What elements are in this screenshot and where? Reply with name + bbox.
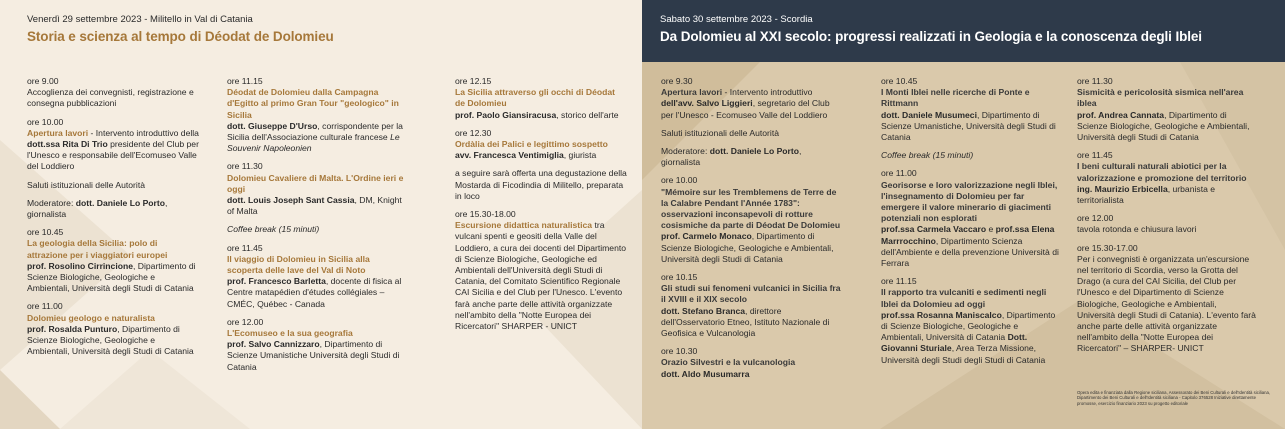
session-title: L'Ecomuseo e la sua geografia xyxy=(227,328,353,339)
speaker-name: prof. Andrea Cannata xyxy=(1077,109,1165,120)
funding-footnote: Opera edita e finanziata dalla Regione siciliana, Assessorato dei Beni Culturali e dell'Identità siciliana, Dipartimento dei Beni Culturali e dell'Identità siciliana - Capitolo 376528 Iniziative direttamente promosse, esercizio finanziario 2023 su progetto editoriale xyxy=(1077,390,1271,406)
speaker-affiliation: , Dipartimento Scienza dell'Ambiente e della prevenzione Università di Ferrara xyxy=(881,235,1059,269)
program-item xyxy=(227,76,407,154)
session-time: ore 11.15 xyxy=(227,76,263,86)
session-title: Dolomieu geologo e naturalista xyxy=(27,312,155,323)
program-item xyxy=(27,301,199,357)
session-body xyxy=(1077,224,1257,235)
speaker-name: prof.ssa Carmela Vaccaro xyxy=(881,224,987,235)
session-title: I Monti Iblei nelle ricerche di Ponte e Rittmann xyxy=(881,87,1030,109)
program-item xyxy=(881,168,1059,269)
right-column-3 xyxy=(1077,76,1257,362)
program-item xyxy=(881,76,1059,143)
speaker-name: dott. Daniele Lo Porto xyxy=(75,197,166,208)
session-text: tavola rotonda e chiusura lavori xyxy=(1077,224,1197,235)
session-time: ore 10.00 xyxy=(661,175,698,186)
program-item xyxy=(227,161,407,217)
program-item xyxy=(1077,213,1257,235)
session-body xyxy=(661,231,841,265)
speaker-name: dott. Daniele Musumeci xyxy=(881,109,977,120)
italic-note: Coffee break (15 minuti) xyxy=(227,224,320,235)
session-body xyxy=(227,121,407,155)
session-time: ore 11.30 xyxy=(227,161,263,172)
program-item xyxy=(1077,76,1257,143)
speaker-affiliation: , Dipartimento di Scienze Biologiche, Geologiche e Ambientali, Università degli Studi di Catania xyxy=(661,231,834,264)
session-text: Accoglienza dei convegnisti, registrazione e consegna pubblicazioni xyxy=(27,87,194,109)
session-body xyxy=(455,150,627,161)
session-time: ore 11.15 xyxy=(881,276,917,287)
session-time: ore 10.30 xyxy=(661,346,698,357)
session-body xyxy=(227,224,407,235)
session-time: ore 9.30 xyxy=(661,76,693,86)
session-time: ore 11.30 xyxy=(1077,76,1113,86)
speaker-name: dott.ssa Rita Di Trio xyxy=(27,139,108,150)
speaker-affiliation: , segretario del Club per l'Unesco - Ecomuseo Valle del Loddiero xyxy=(661,98,830,120)
program-item xyxy=(881,150,1059,161)
session-body xyxy=(227,339,407,373)
session-body xyxy=(455,168,627,202)
program-item xyxy=(661,272,841,339)
speaker-name: ing. Maurizio Erbicella xyxy=(1077,183,1168,194)
italic-note: Coffee break (15 minuti) xyxy=(881,150,974,161)
speaker-affiliation: , storico dell'arte xyxy=(556,109,619,120)
program-item xyxy=(1077,243,1257,355)
speaker-name: dott. Louis Joseph Sant Cassia xyxy=(227,195,355,206)
speaker-affiliation: , docente di fisica al Centre matapédien d'études collégiales – CMÉC, Québec - Canada xyxy=(227,276,402,309)
left-header xyxy=(27,14,334,46)
program-item xyxy=(661,146,841,168)
speaker-affiliation: , giornalista xyxy=(661,146,802,168)
session-body xyxy=(881,224,1059,269)
program-item xyxy=(227,243,407,310)
session-time: ore 12.15 xyxy=(455,76,492,86)
program-item xyxy=(661,76,841,121)
speaker-name: prof. Rosolino Cirrincione xyxy=(27,260,133,271)
session-time: ore 11.00 xyxy=(881,168,917,179)
session-title: La Sicilia attraverso gli occhi di Déodat de Dolomieu xyxy=(455,87,615,109)
session-body xyxy=(1077,184,1257,206)
speaker-affiliation: , DM, Knight of Malta xyxy=(227,195,402,217)
program-item xyxy=(881,276,1059,366)
right-header xyxy=(660,14,1202,46)
session-text: Moderatore: xyxy=(27,197,76,208)
right-date: Sabato 30 settembre 2023 - Scordia xyxy=(660,14,813,25)
session-time: ore 11.45 xyxy=(1077,150,1113,161)
program-item xyxy=(455,76,627,121)
session-text: Saluti istituzionali delle Autorità xyxy=(661,127,779,138)
speaker-name: avv. Francesca Ventimiglia xyxy=(455,150,564,161)
speaker-name: prof.ssa Elena Marrrocchino xyxy=(881,224,1055,246)
speaker-name: prof. Carmelo Monaco xyxy=(661,231,752,242)
session-body xyxy=(881,150,1059,161)
session-title: Il rapporto tra vulcaniti e sedimenti negli Iblei da Dolomieu ad oggi xyxy=(881,287,1047,309)
program-item xyxy=(661,175,841,265)
speaker-affiliation: , Dipartimento di Scienze Biologiche, Geologiche e Ambientali, Università degli Studi di Catania xyxy=(27,323,194,357)
speaker-name: Dott. Giovanni Sturiale xyxy=(881,332,1028,354)
speaker-name: prof. Francesco Barletta xyxy=(227,276,326,287)
session-text: - Intervento introduttivo xyxy=(722,87,813,98)
session-body xyxy=(1077,110,1257,144)
left-column-1 xyxy=(27,76,199,364)
session-body xyxy=(1077,254,1257,355)
session-text: Saluti istituzionali delle Autorità xyxy=(27,179,145,190)
session-body xyxy=(455,220,627,332)
program-item xyxy=(455,168,627,202)
session-text: a seguire sarà offerta una degustazione della Mostarda di Ficodindia di Militello, preparata in loco xyxy=(455,168,627,201)
speaker-name: prof. Salvo Cannizzaro xyxy=(227,339,320,350)
session-time: ore 15.30-17.00 xyxy=(1077,242,1138,253)
program-item xyxy=(1077,150,1257,206)
speaker-affiliation: , Area Terza Missione, Università degli Studi degli Studi di Catania xyxy=(881,343,1046,365)
session-title: "Mémoire sur les Tremblemens de Terre de la Calabre Pendant l'Année 1783": osservazioni inconsapevoli di rotture cosismiche da parte di Déodat De Dolomieu xyxy=(661,186,841,231)
speaker-affiliation: , Dipartimento di Scienze Biologiche, Geologiche e Ambientali, Università degli Studi di Catania xyxy=(27,260,196,294)
session-time: ore 12.00 xyxy=(1077,213,1114,224)
program-item xyxy=(227,224,407,235)
session-title: I beni culturali naturali abiotici per la valorizzazione e promozione del territorio xyxy=(1077,161,1247,183)
program-item xyxy=(27,117,199,173)
session-body xyxy=(881,110,1059,144)
session-title: Gli studi sui fenomeni vulcanici in Sicilia fra il XVIII e il XIX secolo xyxy=(661,283,841,305)
session-text: Moderatore: xyxy=(661,146,710,157)
italic-note: Le Souvenir Napoleonien xyxy=(227,132,400,154)
session-time: ore 9.00 xyxy=(27,76,59,86)
speaker-name: prof. Rosalda Punturo xyxy=(27,323,118,334)
speaker-affiliation: presidente del Club per l'Unesco e responsabile dell'Ecomuseo Valle del Loddiero xyxy=(27,139,199,172)
session-body xyxy=(661,369,841,380)
session-body xyxy=(661,146,841,168)
left-column-3 xyxy=(455,76,627,339)
program-item xyxy=(27,180,199,191)
session-body xyxy=(27,180,199,191)
session-time: ore 10.00 xyxy=(27,116,64,127)
session-text: tra vulcani spenti e geositi della Valle del Loddiero, a cura dei docenti del Dipartimento di Scienze Biologiche, Geologiche ed Ambientali dell'Università degli Studi di Catania, del Comitato Scientifico Regionale CAI Sicilia e del Club per l'Unesco. L'evento farà anche parte delle attività organizzate nell'ambito della "Notte Europea dei Ricercatori" SHARPER - UNICT xyxy=(455,220,627,332)
right-title: Da Dolomieu al XXI secolo: progressi realizzati in Geologia e la conoscenza degli Iblei xyxy=(660,29,1202,44)
speaker-name: dott. Aldo Musumarra xyxy=(661,368,750,379)
speaker-affiliation: , direttore dell'Osservatorio Etneo, Istituto Nazionale di Geofisica e Vulcanologia xyxy=(661,305,830,339)
program-item xyxy=(227,317,407,373)
speaker-name: prof.ssa Rosanna Maniscalco xyxy=(881,309,1002,320)
session-title: Orazio Silvestri e la vulcanologia xyxy=(661,357,796,368)
session-time: ore 10.45 xyxy=(881,76,918,86)
session-body xyxy=(455,110,627,121)
speaker-affiliation: , Dipartimento di Scienze Umanistiche Università degli Studi di Catania xyxy=(227,339,400,372)
speaker-name: dott. Daniele Lo Porto xyxy=(709,146,800,157)
left-date: Venerdì 29 settembre 2023 - Militello in Val di Catania xyxy=(27,14,253,25)
session-text: Per i convegnisti è organizzata un'escursione nel territorio di Scordia, verso la Grotta del Drago (a cura del CAI Sicilia, del Club per l'Unesco e del Dipartimento di Scienze Biologiche, Geologiche e Ambientali, Università degli Studi di Catania). L'evento farà anche parte delle attività organizzate nell'ambito della "Notte Europea dei Ricercatori" – SHARPER- UNICT xyxy=(1077,253,1256,354)
right-column-1 xyxy=(661,76,841,387)
right-column-2 xyxy=(881,76,1059,373)
session-title: Georisorse e loro valorizzazione negli Iblei, l'insegnamento di Dolomieu per far emergere il valore minerario di giacimenti potenziali non esplorati xyxy=(881,179,1058,224)
program-item xyxy=(455,209,627,332)
speaker-affiliation: , Dipartimento di Scienze Biologiche, Geologiche e Ambientali, Università di Catania xyxy=(881,309,1056,343)
program-item xyxy=(661,128,841,139)
session-time: ore 12.00 xyxy=(227,316,264,327)
deco-triangle xyxy=(0,370,60,429)
session-title: Apertura lavori xyxy=(27,127,89,138)
program-item xyxy=(27,76,199,110)
session-title: Dolomieu Cavaliere di Malta. L'Ordine ieri e oggi xyxy=(227,172,404,194)
speaker-affiliation: , giornalista xyxy=(27,197,168,220)
session-body xyxy=(27,198,199,220)
session-body xyxy=(661,87,841,121)
session-title: Il viaggio di Dolomieu in Sicilia alla scoperta delle lave del Val di Noto xyxy=(227,253,370,276)
session-body xyxy=(881,310,1059,366)
session-body xyxy=(227,195,407,217)
session-title: Ordàlia dei Palici e legittimo sospetto xyxy=(455,139,608,150)
session-body xyxy=(27,128,199,173)
session-time: ore 12.30 xyxy=(455,127,492,138)
speaker-affiliation: e xyxy=(986,224,996,235)
session-title: La geologia della Sicilia: polo di attrazione per i viaggiatori europei xyxy=(27,238,168,260)
program-item xyxy=(661,346,841,380)
speaker-affiliation: , urbanista e territorialista xyxy=(1077,183,1216,206)
speaker-affiliation: , giurista xyxy=(563,150,597,161)
session-title: Apertura lavori xyxy=(661,87,723,98)
session-title: Déodat de Dolomieu dalla Campagna d'Egitto al primo Gran Tour "geologico" in Sicilia xyxy=(227,87,399,120)
session-body xyxy=(27,324,199,358)
session-body xyxy=(27,87,199,109)
speaker-name: dott. Stefano Branca xyxy=(661,305,746,316)
session-time: ore 15.30-18.00 xyxy=(455,209,516,220)
program-item xyxy=(27,227,199,294)
speaker-affiliation: , corrispondente per la Sicilia dell'Associazione culturale francese xyxy=(227,120,403,143)
session-title: Escursione didattica naturalistica xyxy=(455,220,593,231)
speaker-affiliation: , Dipartimento di Scienze Umanistiche, Università degli Studi di Catania xyxy=(881,109,1056,143)
session-title: Sismicità e pericolosità sismica nell'area iblea xyxy=(1077,87,1244,109)
speaker-name: dott. Giuseppe D'Urso xyxy=(227,120,318,131)
session-time: ore 10.45 xyxy=(27,227,64,238)
speaker-name: prof. Paolo Giansiracusa xyxy=(455,109,557,120)
session-time: ore 11.45 xyxy=(227,242,263,253)
session-time: ore 10.15 xyxy=(661,272,698,283)
speaker-affiliation: , Dipartimento di Scienze Biologiche, Geologiche e Ambientali, Università degli Studi di Catania xyxy=(1077,109,1250,143)
left-column-2 xyxy=(227,76,407,380)
session-time: ore 11.00 xyxy=(27,301,63,312)
left-title: Storia e scienza al tempo di Déodat de Dolomieu xyxy=(27,29,334,44)
program-item xyxy=(455,128,627,162)
speaker-name: dell'avv. Salvo Liggieri xyxy=(661,98,753,109)
session-body xyxy=(27,261,199,295)
program-item xyxy=(27,198,199,220)
session-text: - Intervento introduttivo della xyxy=(88,127,199,138)
session-body xyxy=(661,306,841,340)
session-body xyxy=(661,128,841,139)
session-body xyxy=(227,276,407,310)
